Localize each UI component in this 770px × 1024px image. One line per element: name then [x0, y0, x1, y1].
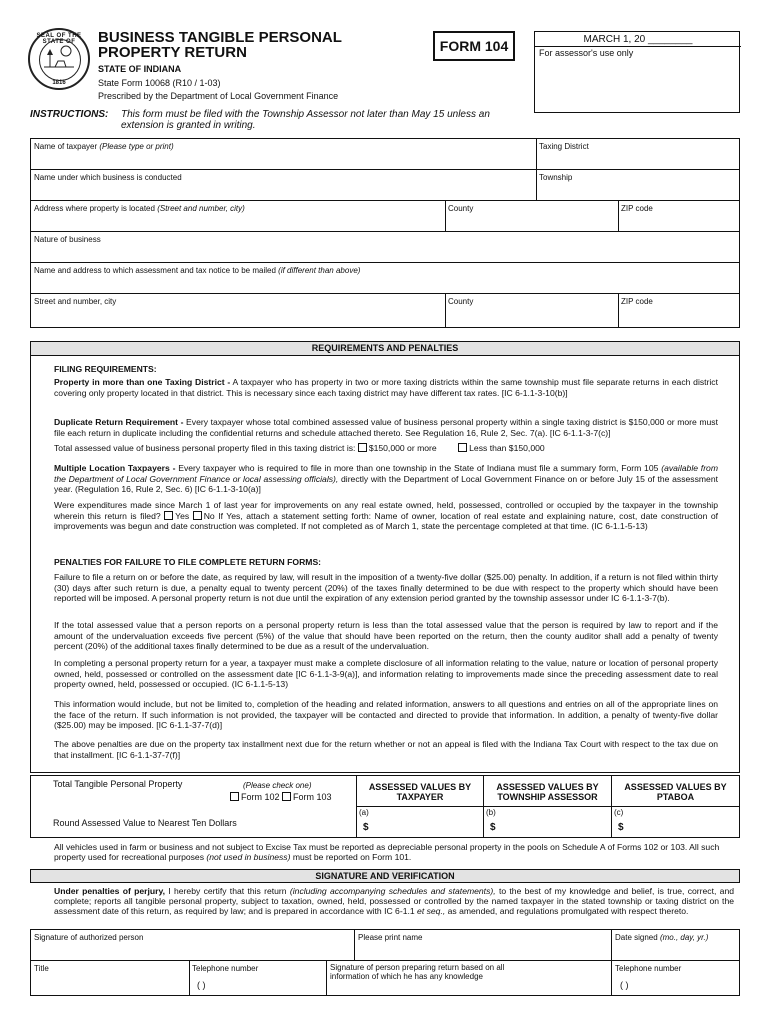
improvements-question: Were expenditures made since March 1 of last year for improvements on any real estate owned, held, possessed, controlled or occupied by the taxpayer in the township wherein this return is filed?	[54, 500, 718, 521]
nature-of-business-field[interactable]: Nature of business	[34, 235, 101, 244]
option-less-than-150k: Less than $150,000	[469, 443, 545, 453]
township-field[interactable]: Township	[539, 173, 573, 182]
duplicate-return-lead: Duplicate Return Requirement -	[54, 417, 184, 427]
assessment-date: MARCH 1, 20 ________	[583, 34, 693, 45]
seal-emblem-icon	[42, 43, 76, 73]
assessor-value-input[interactable]: $	[490, 822, 496, 833]
perjury-italic1: (including accompanying schedules and statements),	[289, 886, 496, 896]
totals-table	[30, 775, 740, 838]
date-format-note: (mo., day, yr.)	[659, 933, 709, 942]
property-address-field[interactable]	[34, 204, 245, 213]
taxpayer-values-header: ASSESSED VALUES BY TAXPAYER	[368, 782, 472, 802]
seal-caption-top: SEAL OF THE STATE OF	[36, 33, 82, 45]
checkbox-form-103[interactable]	[282, 792, 291, 801]
multiple-location-paragraph	[54, 463, 718, 495]
divider	[618, 293, 619, 327]
requirements-header: REQUIREMENTS AND PENALTIES	[30, 341, 740, 356]
penalties-heading: PENALTIES FOR FAILURE TO FILE COMPLETE RETURN FORMS:	[54, 557, 322, 567]
form-102-label: Form 102	[241, 792, 280, 802]
business-name-field[interactable]: Name under which business is conducted	[34, 173, 182, 182]
duplicate-return-text: Every taxpayer whose total combined assessed value of business personal property within a single taxing district is $150,000 or more must file each return in duplicate including the confidential returns and schedule attached thereto. See Regulation 16, Rule 2, Sec. 7(a). [IC 6-1.1-3-7(c)]	[54, 417, 718, 438]
multiple-location-lead: Multiple Location Taxpayers -	[54, 463, 176, 473]
round-value-label: Round Assessed Value to Nearest Ten Dollars	[53, 818, 237, 828]
date-signed-label: Date signed	[615, 933, 658, 942]
notice-zip-field[interactable]: ZIP code	[621, 297, 653, 306]
penalty-paragraph-5: The above penalties are due on the property tax installment next due for the return whether or not an appeal is filed with the Indiana Tax Court with respect to the tax due on that installment. [IC 6-1.1-37-7(f)]	[54, 739, 718, 760]
form-103-label: Form 103	[293, 792, 332, 802]
divider	[31, 960, 739, 961]
penalty-paragraph-3: In completing a personal property return for a year, a taxpayer must make a complete disclosure of all information relating to the value, nature or location of personal property owned, held, possessed or controlled on the assessment date [IC 6-1.1-3-9(a)], and information relating to improvements made since the preceding assessment date to real property owned, held, possessed or occupied. (IC 6-1.1-5-13)	[54, 658, 718, 689]
form-title	[98, 30, 342, 60]
date-signed-field[interactable]	[615, 933, 708, 942]
instructions-text: This form must be filed with the Township Assessor not later than May 15 unless an extension is granted in writing.	[121, 109, 490, 131]
property-address-label: Address where property is located	[34, 204, 155, 213]
multiple-district-paragraph	[54, 377, 718, 398]
divider	[326, 960, 327, 995]
perjury-text1: I hereby certify that this return	[168, 886, 287, 896]
column-b-label: (b)	[486, 808, 496, 817]
preparer-telephone-field[interactable]: Telephone number	[615, 964, 682, 973]
total-av-question	[54, 443, 724, 454]
taxing-district-field[interactable]: Taxing District	[539, 142, 589, 151]
column-a-label: (a)	[359, 808, 369, 817]
notice-county-field[interactable]: County	[448, 297, 474, 306]
form-title-line2: PROPERTY RETURN	[98, 44, 247, 61]
form-type-options	[230, 792, 332, 802]
taxpayer-info-grid	[30, 138, 740, 328]
total-av-label: Total assessed value of business personal property filed in this taxing district is:	[54, 443, 356, 453]
preparer-area-code-parens: ( )	[620, 980, 629, 990]
assessor-use-box	[534, 31, 740, 113]
ptaboa-value-input[interactable]: $	[618, 822, 624, 833]
no-label: No	[203, 510, 215, 521]
checkbox-no[interactable]	[193, 511, 202, 520]
instructions-label: INSTRUCTIONS:	[30, 109, 109, 120]
checkbox-yes[interactable]	[164, 511, 173, 520]
title-field[interactable]: Title	[34, 964, 49, 973]
perjury-text2: to the best of my knowledge and belief, is true, correct, and complete; reports all tangible personal property, subject to taxation, owned, held, possessed or controlled by the named taxpayer in the stated township or taxing district on the assessment date of this return, as required by law; and is prepared in accordance with IC 6-1.1	[54, 886, 735, 916]
notice-address-note: (if different than above)	[278, 266, 361, 275]
divider	[31, 169, 739, 170]
county-field[interactable]: County	[448, 204, 474, 213]
preparer-signature-field[interactable]: Signature of person preparing return based on all information of which he has any knowledge	[330, 963, 505, 981]
yes-label: Yes	[175, 510, 190, 521]
state-seal	[28, 28, 90, 90]
improvements-paragraph	[54, 500, 718, 532]
divider	[31, 293, 739, 294]
divider	[611, 930, 612, 995]
print-name-field[interactable]: Please print name	[358, 933, 423, 942]
check-one-note: (Please check one)	[243, 781, 312, 790]
perjury-text3: as amended, and regulations promulgated with respect thereto.	[447, 906, 689, 916]
divider	[354, 930, 355, 960]
perjury-lead: Under penalties of perjury,	[54, 886, 165, 896]
area-code-parens: ( )	[197, 980, 206, 990]
taxpayer-name-label: Name of taxpayer	[34, 142, 98, 151]
multiple-district-text: A taxpayer who has property in two or more taxing districts within the same township must file separate returns in each district covering only property located in that district. This is necessary since each taxing district may have different tax rates. [IC 6-1.1-3-10(b)]	[54, 377, 718, 398]
township-assessor-values-header: ASSESSED VALUES BY TOWNSHIP ASSESSOR	[496, 782, 599, 802]
checkbox-form-102[interactable]	[230, 792, 239, 801]
notice-address-label: Name and address to which assessment and tax notice to be mailed	[34, 266, 276, 275]
multiple-location-text1: Every taxpayer who is required to file in more than one township in the State of Indiana must file a summary form, Form 105	[178, 463, 659, 473]
notice-street-field[interactable]: Street and number, city	[34, 297, 117, 306]
filing-requirements-heading: FILING REQUIREMENTS:	[54, 364, 157, 374]
divider	[31, 262, 739, 263]
prescribed-by: Prescribed by the Department of Local Government Finance	[98, 91, 339, 101]
divider	[535, 46, 741, 47]
taxpayer-name-field[interactable]	[34, 142, 174, 151]
duplicate-return-paragraph	[54, 417, 718, 438]
form-title-line1: BUSINESS TANGIBLE PERSONAL	[98, 29, 342, 46]
zip-code-field[interactable]: ZIP code	[621, 204, 653, 213]
column-c-label: (c)	[614, 808, 624, 817]
checkbox-150k-or-more[interactable]	[358, 443, 367, 452]
divider	[536, 139, 537, 200]
penalty-paragraph-4: This information would include, but not be limited to, completion of the heading and related information, answers to all questions and entries on all of the appropriate lines on the face of the return. If such information is not provided, the taxpayer will be contacted and directed to provide that information. In addition, a penalty of twenty-five dollar ($25.00) may be imposed. [IC 6-1.1-37-7(d)]	[54, 699, 718, 730]
divider	[445, 293, 446, 327]
multiple-location-text2: directly with the Department of Local Government Finance on or before July 15 of the assessment year. (Regulation 16, Rule 2, Sec. 6) [IC 6-1.1-3-10(a)]	[54, 473, 719, 494]
improvements-instructions: If Yes, attach a statement setting forth: Name of owner, location of real estate and explaining nature, cost, date construction of improvements was begun and date construction was completed. If not completed as of March 1, state the percentage completed at that time. (IC 6-1.1-5-13)	[54, 510, 719, 531]
ptaboa-values-header: ASSESSED VALUES BY PTABOA	[624, 782, 727, 802]
perjury-statement	[54, 886, 734, 916]
divider	[445, 200, 446, 231]
telephone-field[interactable]: Telephone number	[192, 964, 259, 973]
divider	[31, 231, 739, 232]
notice-address-field[interactable]	[34, 266, 360, 275]
penalty-paragraph-2: If the total assessed value that a person reports on a personal property return is less than the total assessed value that the person is required by law to report and if the amount of the undervaluation exceeds five percent (5%) of the value that should have been reported on the return, then the county auditor shall add a penalty of twenty percent (20%) of the additional taxes finally determined to be due as a result of the undervaluation.	[54, 620, 718, 651]
divider	[356, 806, 739, 807]
checkbox-less-than-150k[interactable]	[458, 443, 467, 452]
vehicles-italic: (not used in business)	[206, 852, 291, 862]
multiple-district-lead: Property in more than one Taxing District -	[54, 377, 231, 387]
taxpayer-value-input[interactable]: $	[363, 822, 369, 833]
vehicles-note	[54, 842, 734, 862]
divider	[31, 200, 739, 201]
state-name: STATE OF INDIANA	[98, 64, 182, 74]
seal-caption-bottom: 1816	[52, 80, 66, 86]
multiple-location-italic: (available from the Department of Local Government Finance or local assessing officials),	[54, 463, 718, 484]
signature-header: SIGNATURE AND VERIFICATION	[30, 869, 740, 883]
assessor-use-label: For assessor's use only	[539, 48, 634, 58]
signature-grid	[30, 929, 740, 996]
penalty-paragraph-1: Failure to file a return on or before the date, as required by law, will result in the imposition of a twenty-five dollar ($25.00) penalty. In addition, if a return is not filed within thirty (30) days after such return is due, a penalty equal to twenty percent (20%) of the taxes finally determined to be due with respect to the property which should have been reported will be imposed. A personal property return is not due until the expiration of any extension period granted by the township assessor under IC 6-1.1-3-7(b).	[54, 572, 718, 603]
vehicles-text2: must be reported on Form 101.	[292, 852, 412, 862]
option-150k-or-more: $150,000 or more	[368, 443, 437, 453]
state-form-number: State Form 10068 (R10 / 1-03)	[98, 78, 221, 88]
taxpayer-name-note: (Please type or print)	[99, 142, 174, 151]
divider	[618, 200, 619, 231]
divider	[189, 960, 190, 995]
total-property-label: Total Tangible Personal Property	[53, 779, 183, 789]
property-address-note: (Street and number, city)	[157, 204, 245, 213]
authorized-signature-field[interactable]: Signature of authorized person	[34, 933, 144, 942]
vehicles-text1: All vehicles used in farm or business and not subject to Excise Tax must be reported as depreciable personal property in the pools on Schedule A of Forms 102 or 103. All such property used for recreational purposes	[54, 842, 720, 862]
form-number-box: FORM 104	[433, 31, 515, 61]
perjury-italic2: et seq.,	[417, 906, 446, 916]
